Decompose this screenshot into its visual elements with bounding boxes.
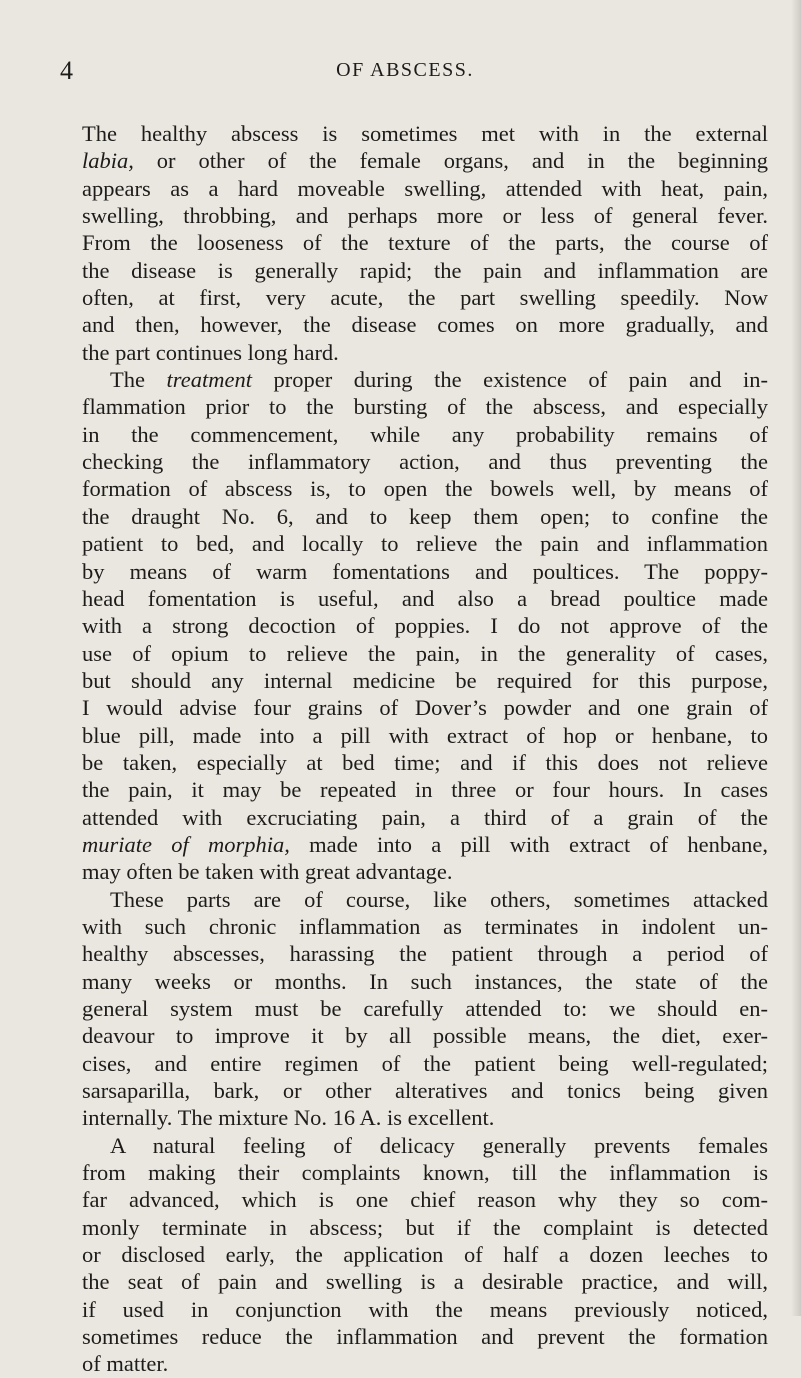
text-line: [82, 1350, 768, 1377]
text-line: [82, 640, 768, 667]
text-line: [82, 175, 768, 202]
text-line: [82, 1296, 768, 1323]
text-line: [82, 1050, 768, 1077]
text-line: [82, 858, 768, 885]
text-run: often, at first, very acute, the part swelling speedily. Now: [82, 285, 768, 311]
text-run: monly terminate in abscess; but if the complaint is detected: [82, 1214, 768, 1240]
text-run: may often be taken with great advantage.: [82, 859, 453, 885]
text-line: [82, 1022, 768, 1049]
text-run: checking the inflammatory action, and thus preventing the: [82, 449, 768, 475]
text-run: with a strong decoction of poppies. I do not approve of the: [82, 613, 768, 639]
text-run: attended with excruciating pain, a third of a grain of the: [82, 804, 768, 830]
text-run: sarsaparilla, bark, or other alteratives and tonics being given: [82, 1078, 768, 1104]
text-line: [82, 913, 768, 940]
text-line: [82, 612, 768, 639]
text-line: [82, 1132, 768, 1159]
running-title: OF ABSCESS.: [336, 59, 474, 81]
text-run: A natural feeling of delicacy generally prevents females: [110, 1132, 768, 1158]
page-number: 4: [60, 56, 73, 85]
text-line: [82, 667, 768, 694]
italic-text: treatment: [166, 367, 252, 393]
page-edge-shadow: [791, 0, 801, 1316]
text-run: appears as a hard moveable swelling, attended with heat, pain,: [82, 175, 768, 201]
text-run: the disease is generally rapid; the pain and inflammation are: [82, 257, 768, 283]
text-run: cises, and entire regimen of the patient being well-regulated;: [82, 1050, 768, 1076]
text-line: [82, 831, 768, 858]
text-run: and then, however, the disease comes on more gradually, and: [82, 312, 768, 338]
text-run: of matter.: [82, 1351, 169, 1377]
body-text: [82, 120, 768, 1378]
text-line: [82, 749, 768, 776]
text-run: far advanced, which is one chief reason why they so com-: [82, 1187, 768, 1213]
text-run: made into a pill with extract of henbane,: [289, 831, 768, 857]
text-run: deavour to improve it by all possible means, the diet, exer-: [82, 1023, 768, 1049]
text-line: [82, 147, 768, 174]
text-run: patient to bed, and locally to relieve the pain and inflammation: [82, 531, 768, 557]
text-line: [82, 284, 768, 311]
text-line: [82, 1186, 768, 1213]
text-run: From the looseness of the texture of the parts, the course of: [82, 230, 768, 256]
text-run: sometimes reduce the inflammation and prevent the formation: [82, 1324, 768, 1350]
text-line: [82, 1323, 768, 1350]
text-line: [82, 448, 768, 475]
text-run: the pain, it may be repeated in three or four hours. In cases: [82, 777, 768, 803]
text-line: [82, 722, 768, 749]
text-run: from making their complaints known, till the inflammation is: [82, 1160, 768, 1186]
text-run: be taken, especially at bed time; and if this does not relieve: [82, 749, 768, 775]
italic-text: muriate of morphia,: [82, 831, 290, 857]
text-run: swelling, throbbing, and perhaps more or less of general fever.: [82, 203, 768, 229]
text-line: [82, 968, 768, 995]
text-line: [82, 940, 768, 967]
text-run: with such chronic inflammation as terminates in indolent un-: [82, 913, 768, 939]
text-line: [82, 120, 768, 147]
text-run: the part continues long hard.: [82, 339, 339, 365]
text-line: [82, 694, 768, 721]
italic-text: labia,: [82, 148, 134, 174]
text-line: [82, 1268, 768, 1295]
text-line: [82, 1077, 768, 1104]
text-run: The: [110, 367, 167, 393]
text-run: These parts are of course, like others, sometimes attacked: [110, 886, 768, 912]
text-run: the draught No. 6, and to keep them open; to confine the: [82, 503, 768, 529]
text-line: [82, 311, 768, 338]
text-line: [82, 776, 768, 803]
text-run: formation of abscess is, to open the bowels well, by means of: [82, 476, 768, 502]
text-run: the seat of pain and swelling is a desirable practice, and will,: [82, 1269, 768, 1295]
text-run: The healthy abscess is sometimes met with in the external: [82, 121, 768, 146]
text-run: or disclosed early, the application of half a dozen leeches to: [82, 1242, 768, 1268]
text-run: if used in conjunction with the means previously noticed,: [82, 1296, 768, 1322]
page-header: [60, 56, 750, 86]
text-line: [82, 1159, 768, 1186]
text-line: [82, 1241, 768, 1268]
text-line: [82, 1104, 768, 1131]
text-line: [82, 585, 768, 612]
text-run: use of opium to relieve the pain, in the generality of cases,: [82, 640, 768, 666]
text-run: healthy abscesses, harassing the patient through a period of: [82, 941, 768, 967]
text-run: many weeks or months. In such instances, the state of the: [82, 968, 768, 994]
text-line: [82, 202, 768, 229]
text-line: [82, 229, 768, 256]
text-run: flammation prior to the bursting of the abscess, and especially: [82, 394, 768, 420]
text-line: [82, 503, 768, 530]
text-line: [82, 257, 768, 284]
text-line: [82, 804, 768, 831]
text-line: [82, 366, 768, 393]
text-run: head fomentation is useful, and also a bread poultice made: [82, 585, 768, 611]
text-line: [82, 886, 768, 913]
text-line: [82, 421, 768, 448]
text-run: blue pill, made into a pill with extract of hop or henbane, to: [82, 722, 768, 748]
text-run: general system must be carefully attended to: we should en-: [82, 996, 768, 1021]
text-run: in the commencement, while any probability remains of: [82, 421, 768, 447]
text-line: [82, 393, 768, 420]
text-run: by means of warm fomentations and poultices. The poppy-: [82, 558, 768, 584]
text-line: [82, 558, 768, 585]
text-line: [82, 995, 768, 1022]
text-run: proper during the existence of pain and in-: [251, 367, 769, 393]
text-run: or other of the female organs, and in the beginning: [133, 148, 768, 174]
text-line: [82, 1214, 768, 1241]
text-line: [82, 339, 768, 366]
text-run: I would advise four grains of Dover’s powder and one grain of: [82, 695, 768, 721]
text-run: internally. The mixture No. 16 A. is excellent.: [82, 1105, 495, 1131]
text-run: but should any internal medicine be required for this purpose,: [82, 667, 768, 693]
text-line: [82, 475, 768, 502]
text-line: [82, 530, 768, 557]
